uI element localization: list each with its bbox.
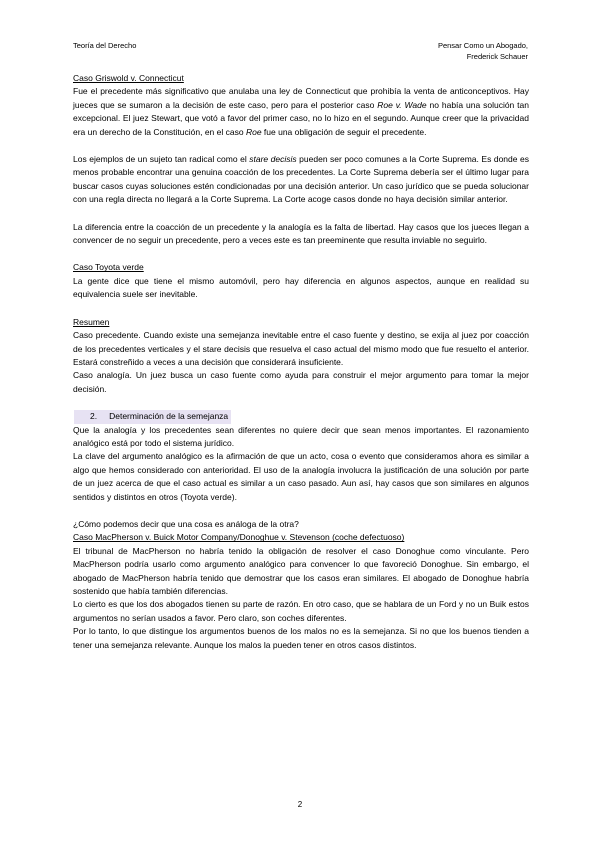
header-book-reference [438, 40, 528, 62]
paragraph-stare-decisis: Los ejemplos de un sujeto tan radical como el stare decisis pueden ser poco comunes a la Corte Suprema. Es donde es menos probable encontrar una genuina coacción de los precedentes. La Corte Suprema debería ser el último lugar para buscar casos cuyas soluciones estén condicionadas por una decisión anterior. Un caso jurídico que se pueda solucionar con una regla directa no llegará a la Corte Suprema. La Corte acoge casos donde no haya decisión similar anterior. [73, 154, 529, 205]
header-book-title: Pensar Como un Abogado, [437, 41, 528, 50]
page-number: 2 [297, 800, 303, 809]
paragraph-semejanza-2: La clave del argumento analógico es la afirmación de que un acto, cosa o evento que consideramos ahora es similar a algo que hemos considerado con anterioridad. El uso de la analogía involucra la justificación de una solución por parte de un juez acerca de que el caso actual es similar a un caso pasado. Aun así, hay casos que son similares en algunos sentidos y distintos en otros (Toyota verde). [73, 451, 529, 502]
document-body [73, 72, 529, 652]
section-title-highlight [74, 410, 231, 423]
header-book-author: Frederick Schauer [466, 52, 528, 61]
paragraph-resumen-analogia: Caso analogía. Un juez busca un caso fuente como ayuda para construir el mejor argumento para tomar la mejor decisión. [73, 370, 529, 394]
heading-toyota: Caso Toyota verde [73, 262, 144, 273]
heading-macpherson: Caso MacPherson v. Buick Motor Company/Donoghue v. Stevenson (coche defectuoso) [73, 532, 405, 543]
paragraph-diferencia: La diferencia entre la coacción de un precedente y la analogía es la falta de libertad. Hay casos que los jueces llegan a convencer de no seguir un precedente, pero a veces este es tan preeminente que resulta inviable no seguirlo. [73, 221, 529, 246]
section-heading-semejanza [73, 410, 529, 423]
header-course-title: Teoría del Derecho [73, 41, 137, 50]
paragraph-griswold: Fue el precedente más significativo que anulaba una ley de Connecticut que prohibía la venta de anticonceptivos. Hay jueces que se sumaron a la decisión de este caso, pero para el posterior caso Roe v. Wade no había una solución tan excepcional. El juez Stewart, que votó a favor del primer caso, no lo hizo en el segundo. Aunque creer que la privacidad era un derecho de la Constitución, en el caso Roe fue una obligación de seguir el precedente. [73, 86, 529, 137]
paragraph-semejanza-1: Que la analogía y los precedentes sean diferentes no quiere decir que sean menos importantes. El razonamiento analógico está por todo el sistema jurídico. [73, 424, 529, 448]
paragraph-macpherson-1: El tribunal de MacPherson no habría tenido la obligación de resolver el caso Donoghue como vinculante. Pero MacPherson podría usarlo como argumento analógico para convencer lo que favoreció Donoghue. Sin embargo, el abogado de MacPherson habría tenido que demostrar que los casos eran similares. El abogado de Donoghue habría sostenido que había también diferencias. [73, 545, 529, 596]
heading-resumen: Resumen [73, 316, 110, 327]
question-analogia: ¿Cómo podemos decir que una cosa es análoga de la otra? [73, 518, 299, 529]
heading-griswold: Caso Griswold v. Connecticut [73, 73, 184, 83]
paragraph-macpherson-2: Lo cierto es que los dos abogados tienen su parte de razón. En otro caso, que se hablara de un Ford y no un Buik estos argumentos no serían usados a favor. Pero claro, son coches diferentes. [73, 599, 529, 623]
paragraph-macpherson-3: Por lo tanto, lo que distingue los argumentos buenos de los malos no es la semejanza. Si no que los buenos tienden a tener una semejanza relevante. Aunque los malos la pueden tener en otros casos distintos. [73, 626, 529, 650]
paragraph-toyota: La gente dice que tiene el mismo automóvil, pero hay diferencia en algunos aspectos, aunque en realidad su equivalencia suele ser inevitable. [73, 275, 529, 300]
paragraph-resumen-precedente: Caso precedente. Cuando existe una semejanza inevitable entre el caso fuente y destino, se exija al juez por coacción de los precedentes verticales y el stare decisis que resuelva el caso actual del mismo modo que fue resuelto el anterior. Estará constreñido a veces a una decisión que considerará insuficiente. [73, 330, 529, 367]
section-title: Determinación de la semejanza [109, 411, 229, 422]
section-number: 2. [90, 411, 98, 422]
